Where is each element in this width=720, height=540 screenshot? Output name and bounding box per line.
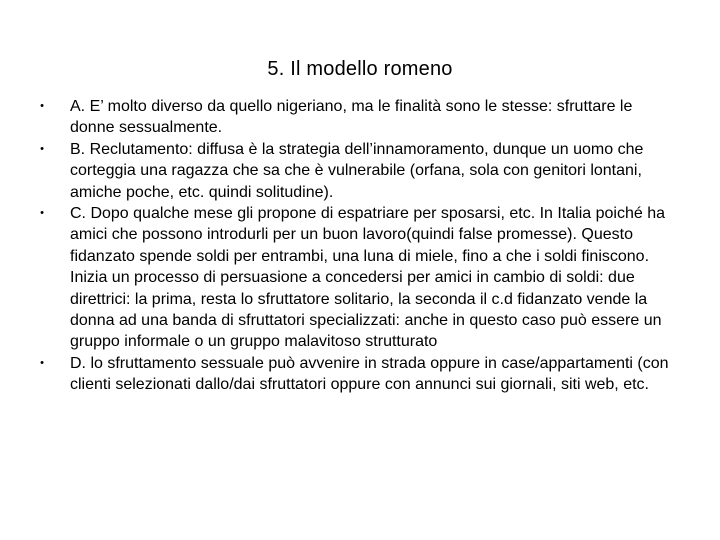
bullet-text: D. lo sfruttamento sessuale può avvenire in strada oppure in case/appartamenti (con clienti selezionati dallo/dai sfruttatori oppure con annunci sui giornali, siti web, etc. [70, 354, 669, 394]
bullet-item-b [36, 139, 676, 203]
bullet-marker: • [40, 356, 44, 369]
bullet-marker: • [40, 100, 44, 112]
bullet-list [36, 96, 676, 396]
slide-title: 5. Il modello romeno [267, 58, 453, 80]
bullet-item-c [36, 203, 676, 353]
bullet-marker: • [40, 142, 44, 155]
bullet-marker: • [40, 207, 44, 220]
bullet-item-d [36, 353, 676, 396]
bullet-text: C. Dopo qualche mese gli propone di espatriare per sposarsi, etc. In Italia poiché ha amici che possono introdurli per un buon lavoro(quindi false promesse). Questo fidanzato spende soldi per entrambi, una luna di miele, fino a che i soldi finiscono. Inizia un processo di persuasione a concedersi per amici in cambio di soldi: due direttrici: la prima, resta lo sfruttatore solitario, la seconda il c.d fidanzato vende la donna ad una banda di sfruttatori specializzati: anche in questo caso può essere un gruppo informale o un gruppo malavitoso strutturato [70, 205, 666, 351]
bullet-text: A. E’ molto diverso da quello nigeriano, ma le finalità sono le stesse: sfruttare le donne sessualmente. [70, 98, 633, 137]
bullet-text: B. Reclutamento: diffusa è la strategia dell’innamoramento, dunque un uomo che corteggia una ragazza che sa che è vulnerabile (orfana, sola con genitori lontani, amiche poche, etc. quindi solitudine). [70, 140, 644, 201]
bullet-item-a [36, 96, 676, 139]
